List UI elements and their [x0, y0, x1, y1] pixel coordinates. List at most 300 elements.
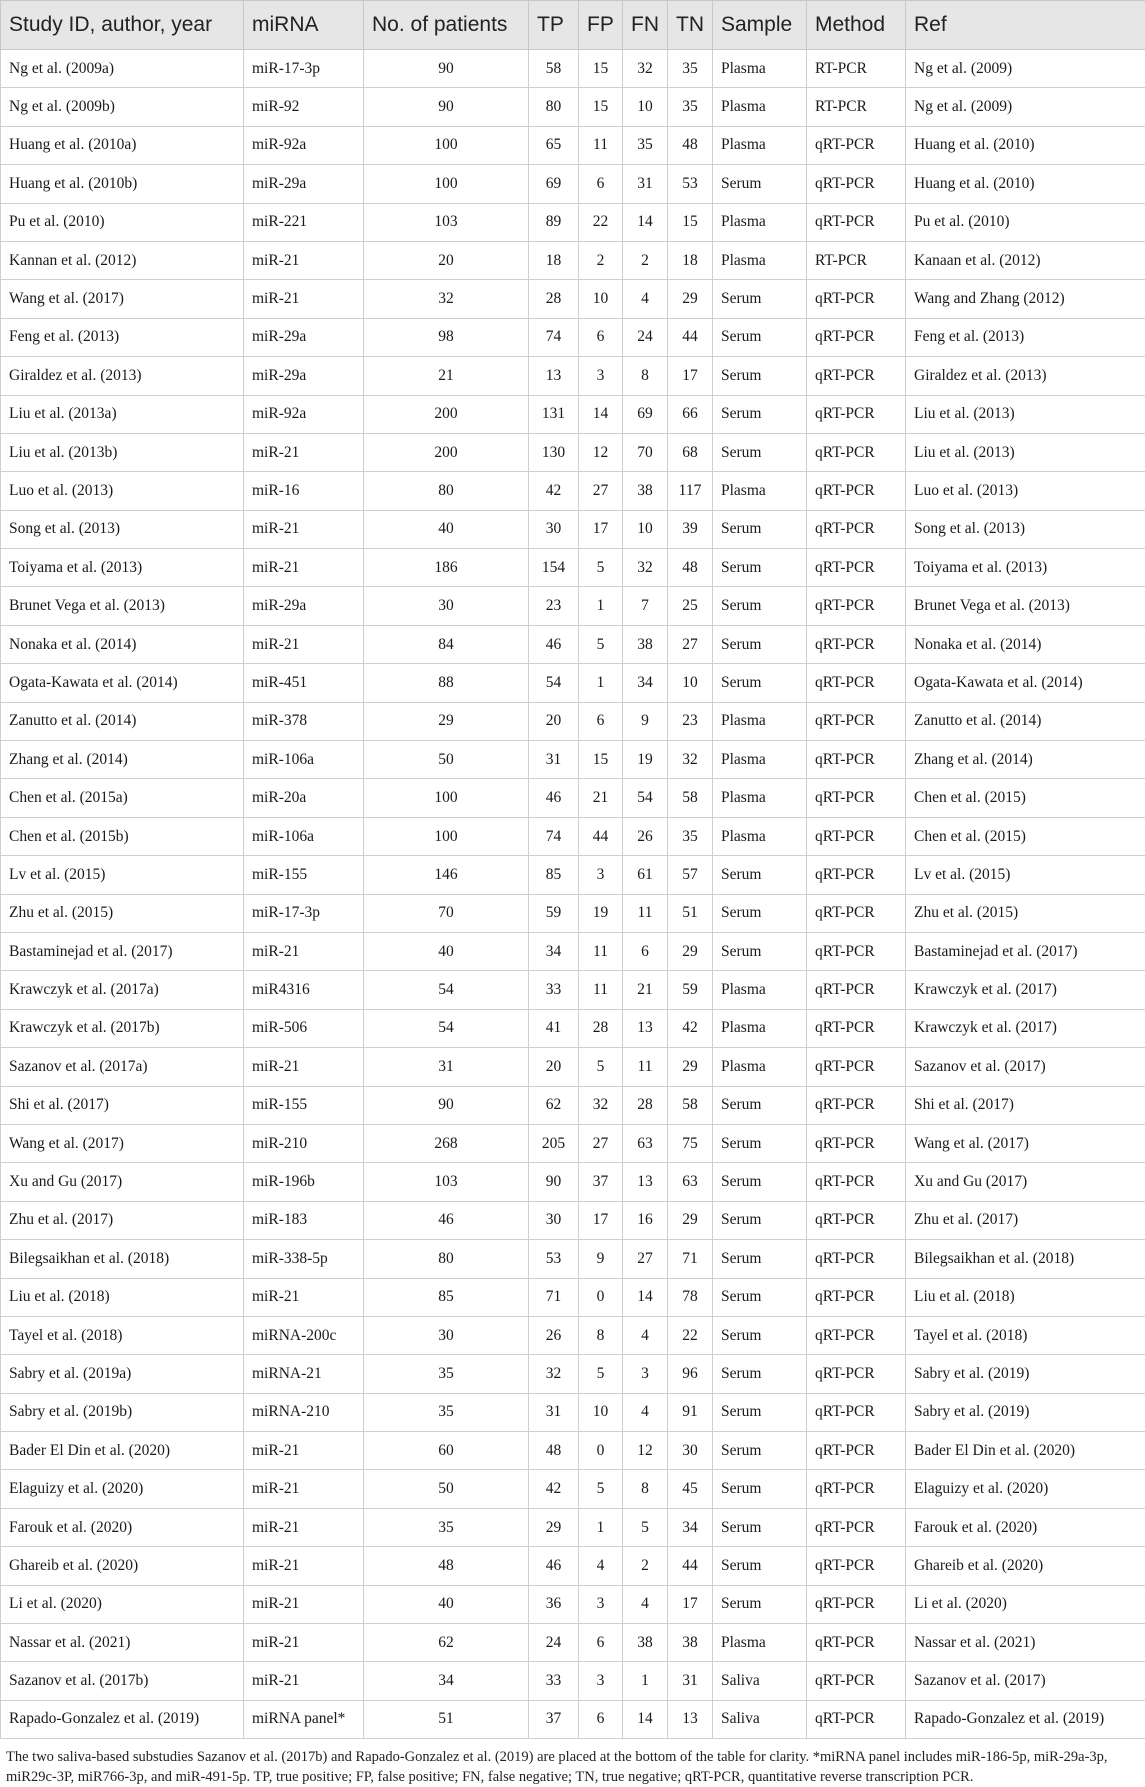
table-cell: miR-21 — [244, 1470, 364, 1508]
table-cell: qRT-PCR — [807, 1163, 906, 1201]
table-cell: 12 — [579, 433, 623, 471]
table-cell: Serum — [713, 856, 807, 894]
table-cell: 9 — [579, 1240, 623, 1278]
table-cell: 5 — [579, 549, 623, 587]
table-cell: 25 — [668, 587, 713, 625]
table-cell: Zhu et al. (2017) — [1, 1201, 244, 1239]
table-cell: 1 — [579, 1508, 623, 1546]
table-cell: 35 — [668, 88, 713, 126]
table-cell: Pu et al. (2010) — [906, 203, 1145, 241]
table-cell: miR-338-5p — [244, 1240, 364, 1278]
table-cell: qRT-PCR — [807, 126, 906, 164]
table-cell: 34 — [668, 1508, 713, 1546]
table-cell: 4 — [623, 280, 668, 318]
table-cell: 34 — [364, 1662, 529, 1700]
column-header: TP — [529, 1, 579, 50]
table-cell: 58 — [668, 779, 713, 817]
table-cell: 58 — [668, 1086, 713, 1124]
table-cell: 22 — [668, 1316, 713, 1354]
table-cell: RT-PCR — [807, 241, 906, 279]
table-cell: Serum — [713, 433, 807, 471]
table-cell: 14 — [623, 203, 668, 241]
table-cell: 32 — [623, 50, 668, 88]
table-cell: miR-20a — [244, 779, 364, 817]
table-cell: 2 — [579, 241, 623, 279]
table-cell: Saliva — [713, 1662, 807, 1700]
table-cell: 17 — [579, 1201, 623, 1239]
table-cell: 103 — [364, 1163, 529, 1201]
table-cell: 3 — [579, 856, 623, 894]
table-cell: miR-106a — [244, 741, 364, 779]
table-cell: 28 — [623, 1086, 668, 1124]
table-cell: 69 — [529, 165, 579, 203]
table-cell: 31 — [364, 1048, 529, 1086]
table-cell: qRT-PCR — [807, 203, 906, 241]
table-cell: 21 — [623, 971, 668, 1009]
table-cell: Krawczyk et al. (2017b) — [1, 1009, 244, 1047]
table-row — [1, 932, 1145, 970]
table-cell: 6 — [579, 165, 623, 203]
table-row — [1, 1662, 1145, 1700]
table-cell: 21 — [579, 779, 623, 817]
table-cell: Wang et al. (2017) — [1, 280, 244, 318]
table-cell: qRT-PCR — [807, 357, 906, 395]
table-cell: 1 — [579, 587, 623, 625]
table-cell: 31 — [529, 741, 579, 779]
table-cell: 30 — [364, 587, 529, 625]
table-cell: 18 — [529, 241, 579, 279]
table-cell: Tayel et al. (2018) — [1, 1316, 244, 1354]
table-cell: Toiyama et al. (2013) — [906, 549, 1145, 587]
table-cell: Liu et al. (2013) — [906, 433, 1145, 471]
table-cell: 17 — [579, 510, 623, 548]
table-cell: 3 — [579, 1662, 623, 1700]
table-cell: 5 — [623, 1508, 668, 1546]
table-cell: 15 — [668, 203, 713, 241]
table-row — [1, 1163, 1145, 1201]
table-cell: 32 — [529, 1355, 579, 1393]
table-cell: Bilegsaikhan et al. (2018) — [1, 1240, 244, 1278]
table-cell: 41 — [529, 1009, 579, 1047]
table-cell: 88 — [364, 664, 529, 702]
table-cell: 38 — [623, 1624, 668, 1662]
table-cell: 21 — [364, 357, 529, 395]
table-cell: Xu and Gu (2017) — [1, 1163, 244, 1201]
table-row — [1, 741, 1145, 779]
table-cell: miR-183 — [244, 1201, 364, 1239]
table-cell: 4 — [623, 1316, 668, 1354]
table-cell: qRT-PCR — [807, 510, 906, 548]
table-cell: 20 — [529, 702, 579, 740]
table-cell: 35 — [364, 1393, 529, 1431]
table-cell: 29 — [364, 702, 529, 740]
table-cell: 4 — [579, 1547, 623, 1585]
table-cell: Ghareib et al. (2020) — [1, 1547, 244, 1585]
table-cell: miR-210 — [244, 1124, 364, 1162]
table-row — [1, 779, 1145, 817]
table-row — [1, 817, 1145, 855]
table-cell: 8 — [623, 1470, 668, 1508]
table-cell: Serum — [713, 587, 807, 625]
table-cell: 40 — [364, 932, 529, 970]
table-cell: Zhu et al. (2017) — [906, 1201, 1145, 1239]
table-cell: 37 — [579, 1163, 623, 1201]
table-row — [1, 165, 1145, 203]
table-cell: Serum — [713, 1470, 807, 1508]
table-cell: Serum — [713, 1240, 807, 1278]
table-cell: 130 — [529, 433, 579, 471]
table-cell: miR-21 — [244, 1432, 364, 1470]
table-cell: Serum — [713, 1508, 807, 1546]
table-cell: Plasma — [713, 1624, 807, 1662]
table-cell: miR-21 — [244, 932, 364, 970]
table-row — [1, 1355, 1145, 1393]
table-cell: 11 — [623, 894, 668, 932]
table-cell: Liu et al. (2013b) — [1, 433, 244, 471]
table-cell: 200 — [364, 395, 529, 433]
table-cell: Ng et al. (2009) — [906, 50, 1145, 88]
table-cell: 74 — [529, 817, 579, 855]
table-cell: Serum — [713, 1393, 807, 1431]
table-cell: 35 — [668, 817, 713, 855]
table-cell: 89 — [529, 203, 579, 241]
table-cell: 16 — [623, 1201, 668, 1239]
table-cell: 1 — [579, 664, 623, 702]
table-cell: Chen et al. (2015) — [906, 779, 1145, 817]
table-cell: Pu et al. (2010) — [1, 203, 244, 241]
table-cell: 59 — [668, 971, 713, 1009]
table-footnote: The two saliva-based substudies Sazanov et al. (2017b) and Rapado-Gonzalez et al. (2019) are placed at the bottom of the table for clarity. *miRNA panel includes miR-186-5p, miR-29a-3p, miR29c-3P, miR766-3p, and miR-491-5p. TP, true positive; FP, false positive; FN, false negative; TN, true negative; qRT-PCR, quantitative reverse transcription PCR. — [6, 1749, 1108, 1786]
table-cell: 38 — [623, 625, 668, 663]
table-row — [1, 280, 1145, 318]
table-cell: Rapado-Gonzalez et al. (2019) — [1, 1700, 244, 1738]
table-cell: 40 — [364, 510, 529, 548]
table-cell: Bader El Din et al. (2020) — [1, 1432, 244, 1470]
table-cell: 0 — [579, 1278, 623, 1316]
table-cell: miR-21 — [244, 510, 364, 548]
table-cell: qRT-PCR — [807, 1432, 906, 1470]
table-cell: 39 — [668, 510, 713, 548]
table-cell: Serum — [713, 894, 807, 932]
table-row — [1, 549, 1145, 587]
table-cell: 11 — [579, 932, 623, 970]
table-cell: 117 — [668, 472, 713, 510]
table-cell: 90 — [364, 88, 529, 126]
table-cell: 35 — [364, 1508, 529, 1546]
table-cell: Kanaan et al. (2012) — [906, 241, 1145, 279]
table-cell: 29 — [529, 1508, 579, 1546]
column-header: FP — [579, 1, 623, 50]
table-cell: Serum — [713, 318, 807, 356]
table-cell: Ghareib et al. (2020) — [906, 1547, 1145, 1585]
table-cell: 6 — [579, 702, 623, 740]
table-cell: Feng et al. (2013) — [1, 318, 244, 356]
table-cell: Serum — [713, 1124, 807, 1162]
table-cell: Huang et al. (2010b) — [1, 165, 244, 203]
table-row — [1, 587, 1145, 625]
table-cell: 68 — [668, 433, 713, 471]
table-cell: 10 — [579, 280, 623, 318]
column-header: Ref — [906, 1, 1145, 50]
table-cell: Ogata-Kawata et al. (2014) — [1, 664, 244, 702]
table-cell: RT-PCR — [807, 88, 906, 126]
table-cell: Sabry et al. (2019) — [906, 1355, 1145, 1393]
table-cell: 61 — [623, 856, 668, 894]
table-cell: Kannan et al. (2012) — [1, 241, 244, 279]
table-row — [1, 1009, 1145, 1047]
table-cell: 27 — [579, 472, 623, 510]
table-cell: Serum — [713, 1086, 807, 1124]
table-cell: 46 — [529, 625, 579, 663]
table-cell: 15 — [579, 88, 623, 126]
table-cell: Plasma — [713, 472, 807, 510]
table-cell: qRT-PCR — [807, 1278, 906, 1316]
table-cell: 9 — [623, 702, 668, 740]
table-cell: miRNA-200c — [244, 1316, 364, 1354]
table-cell: miR-16 — [244, 472, 364, 510]
table-cell: Sabry et al. (2019) — [906, 1393, 1145, 1431]
table-cell: miR-92 — [244, 88, 364, 126]
table-cell: 8 — [623, 357, 668, 395]
table-cell: Plasma — [713, 741, 807, 779]
header-row — [1, 1, 1145, 50]
table-cell: 13 — [668, 1700, 713, 1738]
table-cell: 29 — [668, 1048, 713, 1086]
table-cell: 10 — [623, 88, 668, 126]
table-cell: 4 — [623, 1393, 668, 1431]
table-cell: miR-196b — [244, 1163, 364, 1201]
table-cell: Farouk et al. (2020) — [906, 1508, 1145, 1546]
table-cell: 48 — [364, 1547, 529, 1585]
table-row — [1, 1585, 1145, 1623]
table-cell: 31 — [668, 1662, 713, 1700]
table-cell: qRT-PCR — [807, 549, 906, 587]
table-cell: Wang et al. (2017) — [1, 1124, 244, 1162]
table-cell: Serum — [713, 1278, 807, 1316]
table-cell: 50 — [364, 1470, 529, 1508]
table-cell: Farouk et al. (2020) — [1, 1508, 244, 1546]
table-cell: Ng et al. (2009a) — [1, 50, 244, 88]
table-cell: qRT-PCR — [807, 318, 906, 356]
table-cell: 36 — [529, 1585, 579, 1623]
table-cell: 11 — [623, 1048, 668, 1086]
table-cell: 51 — [364, 1700, 529, 1738]
table-row — [1, 1432, 1145, 1470]
table-row — [1, 1393, 1145, 1431]
table-cell: Serum — [713, 1547, 807, 1585]
table-cell: 11 — [579, 971, 623, 1009]
table-cell: Nassar et al. (2021) — [906, 1624, 1145, 1662]
table-row — [1, 472, 1145, 510]
table-cell: 85 — [529, 856, 579, 894]
table-cell: qRT-PCR — [807, 1009, 906, 1047]
table-cell: Huang et al. (2010) — [906, 126, 1145, 164]
table-cell: 46 — [529, 1547, 579, 1585]
table-cell: 29 — [668, 932, 713, 970]
table-cell: 20 — [529, 1048, 579, 1086]
table-cell: Krawczyk et al. (2017) — [906, 1009, 1145, 1047]
table-cell: qRT-PCR — [807, 165, 906, 203]
table-cell: 5 — [579, 1355, 623, 1393]
table-cell: 90 — [529, 1163, 579, 1201]
table-cell: 51 — [668, 894, 713, 932]
table-cell: 10 — [623, 510, 668, 548]
table-cell: miR4316 — [244, 971, 364, 1009]
table-cell: Nonaka et al. (2014) — [1, 625, 244, 663]
table-cell: Huang et al. (2010) — [906, 165, 1145, 203]
table-cell: miR-29a — [244, 587, 364, 625]
table-cell: Li et al. (2020) — [906, 1585, 1145, 1623]
table-cell: 154 — [529, 549, 579, 587]
table-row — [1, 357, 1145, 395]
table-cell: Plasma — [713, 50, 807, 88]
table-cell: qRT-PCR — [807, 741, 906, 779]
table-cell: Sazanov et al. (2017) — [906, 1662, 1145, 1700]
table-cell: Toiyama et al. (2013) — [1, 549, 244, 587]
table-row — [1, 625, 1145, 663]
table-cell: miR-106a — [244, 817, 364, 855]
table-cell: qRT-PCR — [807, 932, 906, 970]
table-cell: Feng et al. (2013) — [906, 318, 1145, 356]
table-cell: Ng et al. (2009b) — [1, 88, 244, 126]
table-cell: 40 — [364, 1585, 529, 1623]
table-cell: 0 — [579, 1432, 623, 1470]
table-cell: Ogata-Kawata et al. (2014) — [906, 664, 1145, 702]
table-cell: 3 — [623, 1355, 668, 1393]
table-cell: Bader El Din et al. (2020) — [906, 1432, 1145, 1470]
table-cell: miR-29a — [244, 357, 364, 395]
table-cell: 54 — [364, 971, 529, 1009]
table-cell: 13 — [623, 1009, 668, 1047]
table-cell: Wang et al. (2017) — [906, 1124, 1145, 1162]
table-cell: 10 — [668, 664, 713, 702]
table-cell: 7 — [623, 587, 668, 625]
table-cell: Lv et al. (2015) — [906, 856, 1145, 894]
table-cell: 54 — [529, 664, 579, 702]
table-row — [1, 1508, 1145, 1546]
table-cell: Serum — [713, 1201, 807, 1239]
table-cell: 54 — [364, 1009, 529, 1047]
table-cell: 18 — [668, 241, 713, 279]
table-cell: Wang and Zhang (2012) — [906, 280, 1145, 318]
table-cell: Liu et al. (2018) — [906, 1278, 1145, 1316]
table-cell: 13 — [623, 1163, 668, 1201]
table-cell: 38 — [623, 472, 668, 510]
table-cell: qRT-PCR — [807, 1355, 906, 1393]
table-cell: 6 — [579, 318, 623, 356]
table-cell: 22 — [579, 203, 623, 241]
table-cell: 35 — [668, 50, 713, 88]
table-cell: 146 — [364, 856, 529, 894]
table-cell: 103 — [364, 203, 529, 241]
table-cell: miR-506 — [244, 1009, 364, 1047]
table-cell: Li et al. (2020) — [1, 1585, 244, 1623]
table-cell: 98 — [364, 318, 529, 356]
table-cell: Chen et al. (2015a) — [1, 779, 244, 817]
table-cell: 33 — [529, 971, 579, 1009]
table-cell: 71 — [529, 1278, 579, 1316]
table-cell: 53 — [668, 165, 713, 203]
table-cell: miRNA-210 — [244, 1393, 364, 1431]
table-cell: 90 — [364, 1086, 529, 1124]
table-cell: 15 — [579, 741, 623, 779]
table-cell: qRT-PCR — [807, 1508, 906, 1546]
table-cell: 58 — [529, 50, 579, 88]
table-cell: 2 — [623, 1547, 668, 1585]
table-cell: Serum — [713, 510, 807, 548]
table-cell: qRT-PCR — [807, 779, 906, 817]
table-cell: Huang et al. (2010a) — [1, 126, 244, 164]
table-cell: Shi et al. (2017) — [1, 1086, 244, 1124]
table-cell: miR-155 — [244, 856, 364, 894]
table-cell: 60 — [364, 1432, 529, 1470]
table-cell: qRT-PCR — [807, 1393, 906, 1431]
table-cell: 6 — [579, 1700, 623, 1738]
table-cell: 32 — [579, 1086, 623, 1124]
table-cell: 15 — [579, 50, 623, 88]
table-cell: miR-21 — [244, 1048, 364, 1086]
table-cell: 96 — [668, 1355, 713, 1393]
column-header: miRNA — [244, 1, 364, 50]
table-cell: 12 — [623, 1432, 668, 1470]
table-cell: 5 — [579, 625, 623, 663]
table-cell: 28 — [529, 280, 579, 318]
table-cell: Zhang et al. (2014) — [1, 741, 244, 779]
table-cell: miR-21 — [244, 1547, 364, 1585]
table-row — [1, 395, 1145, 433]
table-cell: Shi et al. (2017) — [906, 1086, 1145, 1124]
table-cell: 27 — [579, 1124, 623, 1162]
table-cell: Serum — [713, 165, 807, 203]
table-cell: miR-29a — [244, 318, 364, 356]
table-cell: 48 — [529, 1432, 579, 1470]
table-cell: 30 — [364, 1316, 529, 1354]
table-cell: 200 — [364, 433, 529, 471]
table-cell: 27 — [668, 625, 713, 663]
table-cell: 100 — [364, 779, 529, 817]
table-cell: 100 — [364, 126, 529, 164]
table-cell: 30 — [668, 1432, 713, 1470]
table-cell: miR-21 — [244, 1508, 364, 1546]
table-cell: Serum — [713, 1355, 807, 1393]
table-cell: 54 — [623, 779, 668, 817]
table-cell: 19 — [623, 741, 668, 779]
table-cell: 65 — [529, 126, 579, 164]
table-cell: Plasma — [713, 1009, 807, 1047]
table-cell: 14 — [623, 1700, 668, 1738]
table-cell: Bastaminejad et al. (2017) — [906, 932, 1145, 970]
table-cell: 62 — [529, 1086, 579, 1124]
table-cell: 63 — [623, 1124, 668, 1162]
table-cell: Xu and Gu (2017) — [906, 1163, 1145, 1201]
table-cell: qRT-PCR — [807, 1201, 906, 1239]
table-cell: 32 — [668, 741, 713, 779]
table-cell: miR-92a — [244, 126, 364, 164]
table-cell: 100 — [364, 817, 529, 855]
table-cell: Song et al. (2013) — [906, 510, 1145, 548]
table-row — [1, 510, 1145, 548]
table-cell: 48 — [668, 549, 713, 587]
table-cell: Luo et al. (2013) — [906, 472, 1145, 510]
table-cell: Serum — [713, 549, 807, 587]
table-cell: Bastaminejad et al. (2017) — [1, 932, 244, 970]
table-cell: Plasma — [713, 779, 807, 817]
table-cell: 5 — [579, 1048, 623, 1086]
table-cell: Zhu et al. (2015) — [1, 894, 244, 932]
table-cell: qRT-PCR — [807, 894, 906, 932]
table-cell: 6 — [579, 1624, 623, 1662]
table-cell: Brunet Vega et al. (2013) — [1, 587, 244, 625]
